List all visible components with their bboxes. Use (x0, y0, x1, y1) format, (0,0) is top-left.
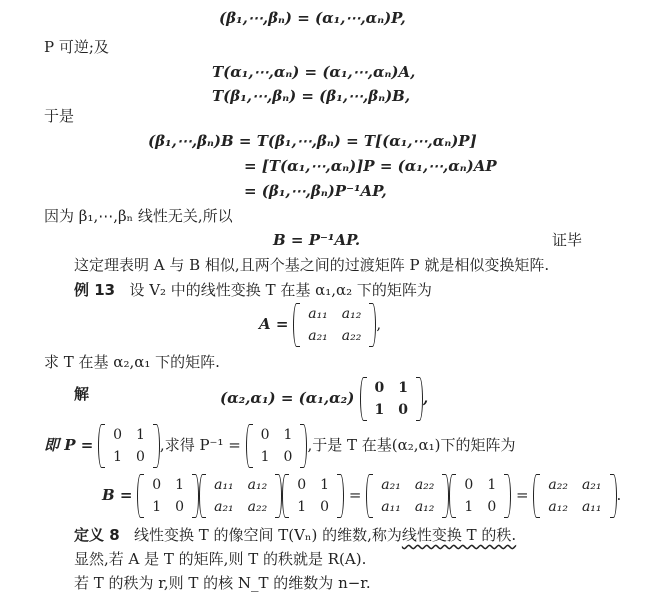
matrix-cell: a₁₂ (414, 499, 435, 515)
equation-t-beta: T(β₁,⋯,βₙ) = (β₁,⋯,βₙ)B, (212, 87, 411, 105)
matrix-cell: 1 (136, 427, 145, 443)
text-kernel-dimension: 若 T 的秩为 r,则 T 的核 N_T 的维数为 n−r. (74, 574, 371, 592)
equation-basis-transition: (β₁,⋯,βₙ) = (α₁,⋯,αₙ)P, (219, 9, 406, 27)
matrix-cell: 1 (152, 499, 162, 515)
matrix-cell: a₁₂ (548, 499, 568, 515)
text-theorem-meaning: 这定理表明 A 与 B 相似,且两个基之间的过渡矩阵 P 就是相似变换矩阵. (74, 256, 550, 274)
punctuation: , (423, 389, 429, 407)
matrix-cell: a₂₂ (247, 499, 268, 515)
p-equals-text: 即 P = (44, 436, 94, 454)
matrix-cell: 0 (260, 427, 270, 443)
matrix-a-cell: a₂₂ (341, 328, 362, 344)
matrix-a-cell: a₁₁ (308, 306, 328, 322)
matrix-cell: 1 (398, 380, 409, 396)
matrix-rows-swapped (366, 474, 449, 518)
matrix-cell: 0 (398, 402, 409, 418)
matrix-cell: 0 (374, 380, 385, 396)
text-linear-independent: 因为 β₁,⋯,βₙ 线性无关,所以 (44, 207, 233, 225)
matrix-cell: a₂₂ (548, 477, 568, 493)
matrix-a-cell: a₂₁ (308, 328, 328, 344)
matrix-cell: 0 (175, 499, 185, 515)
matrix-cell: 0 (283, 449, 293, 465)
p-matrix (98, 424, 160, 468)
matrix-cell: 0 (152, 477, 162, 493)
matrix-a-display (259, 303, 381, 347)
matrix-cell: 0 (487, 499, 497, 515)
matrix-cell: 1 (113, 449, 122, 465)
text-p-invertible: P 可逆;及 (44, 38, 109, 56)
matrix-cell: a₁₂ (247, 477, 268, 493)
solution-equation (220, 377, 428, 421)
b-equals-text: B = (102, 486, 133, 504)
proof-end-mark: 证毕 (552, 231, 583, 249)
matrix-cell: 1 (464, 499, 474, 515)
p-inverse-text: ,求得 P⁻¹ = (159, 436, 241, 454)
solution-label: 解 (74, 385, 90, 403)
solution-equation-text: (α₂,α₁) = (α₁,α₂) (220, 389, 355, 407)
matrix-b-computation (102, 474, 621, 518)
matrix-cell: 1 (175, 477, 185, 493)
matrix-cell: 0 (136, 449, 145, 465)
matrix-cell: 0 (113, 427, 122, 443)
swap-matrix-left (137, 474, 199, 518)
equals-sign: = (516, 486, 529, 504)
matrix-a (293, 303, 376, 347)
punctuation: . (616, 486, 622, 504)
example-13-line (74, 280, 432, 300)
matrix-cell: a₂₁ (214, 499, 234, 515)
matrix-cell: a₁₁ (214, 477, 234, 493)
text-therefore: 于是 (44, 107, 75, 125)
punctuation: , (376, 315, 382, 333)
result-matrix (533, 474, 616, 518)
new-basis-text: ,于是 T 在基(α₂,α₁)下的矩阵为 (307, 436, 516, 454)
definition-label: 定义 8 (74, 526, 120, 544)
definition-8-line (74, 525, 516, 545)
matrix-cell: a₂₂ (414, 477, 435, 493)
solution-line (74, 384, 89, 404)
definition-term: 线性变换 T 的秩. (401, 526, 517, 544)
definition-text: 线性变换 T 的像空间 T(Vₙ) 的维数,称为 (133, 526, 402, 544)
text-rank-obvious: 显然,若 A 是 T 的矩阵,则 T 的秩就是 R(A). (74, 550, 367, 568)
transition-matrix-line (44, 424, 516, 468)
equation-derivation-2: = [T(α₁,⋯,αₙ)]P = (α₁,⋯,αₙ)AP (244, 157, 497, 175)
swap-matrix-right (282, 474, 344, 518)
matrix-a-label: A = (259, 315, 289, 333)
matrix-cell: 1 (320, 477, 330, 493)
matrix-cell: 1 (260, 449, 270, 465)
text-question: 求 T 在基 α₂,α₁ 下的矩阵. (44, 353, 220, 371)
matrix-cell: 1 (487, 477, 497, 493)
equation-t-alpha: T(α₁,⋯,αₙ) = (α₁,⋯,αₙ)A, (212, 63, 416, 81)
matrix-cell: 1 (283, 427, 293, 443)
swap-matrix (360, 377, 424, 421)
matrix-cell: 0 (464, 477, 474, 493)
matrix-cell: a₁₁ (581, 499, 602, 515)
equation-derivation-3: = (β₁,⋯,βₙ)P⁻¹AP, (244, 182, 387, 200)
swap-matrix-final (449, 474, 511, 518)
matrix-cell: a₂₁ (581, 477, 602, 493)
example-text: 设 V₂ 中的线性变换 T 在基 α₁,α₂ 下的矩阵为 (129, 281, 432, 299)
matrix-cell: 1 (297, 499, 307, 515)
equation-similarity: B = P⁻¹AP. (273, 231, 361, 249)
example-label: 例 13 (74, 281, 116, 299)
matrix-cell: 0 (297, 477, 307, 493)
equals-sign: = (348, 486, 362, 504)
equation-derivation-1: (β₁,⋯,βₙ)B = T(β₁,⋯,βₙ) = T[(α₁,⋯,αₙ)P] (148, 132, 477, 150)
matrix-cell: 1 (374, 402, 385, 418)
matrix-cell: a₁₁ (381, 499, 401, 515)
p-inverse-matrix (246, 424, 308, 468)
matrix-a-middle (199, 474, 282, 518)
matrix-cell: a₂₁ (381, 477, 401, 493)
matrix-a-cell: a₁₂ (341, 306, 362, 322)
matrix-cell: 0 (320, 499, 330, 515)
